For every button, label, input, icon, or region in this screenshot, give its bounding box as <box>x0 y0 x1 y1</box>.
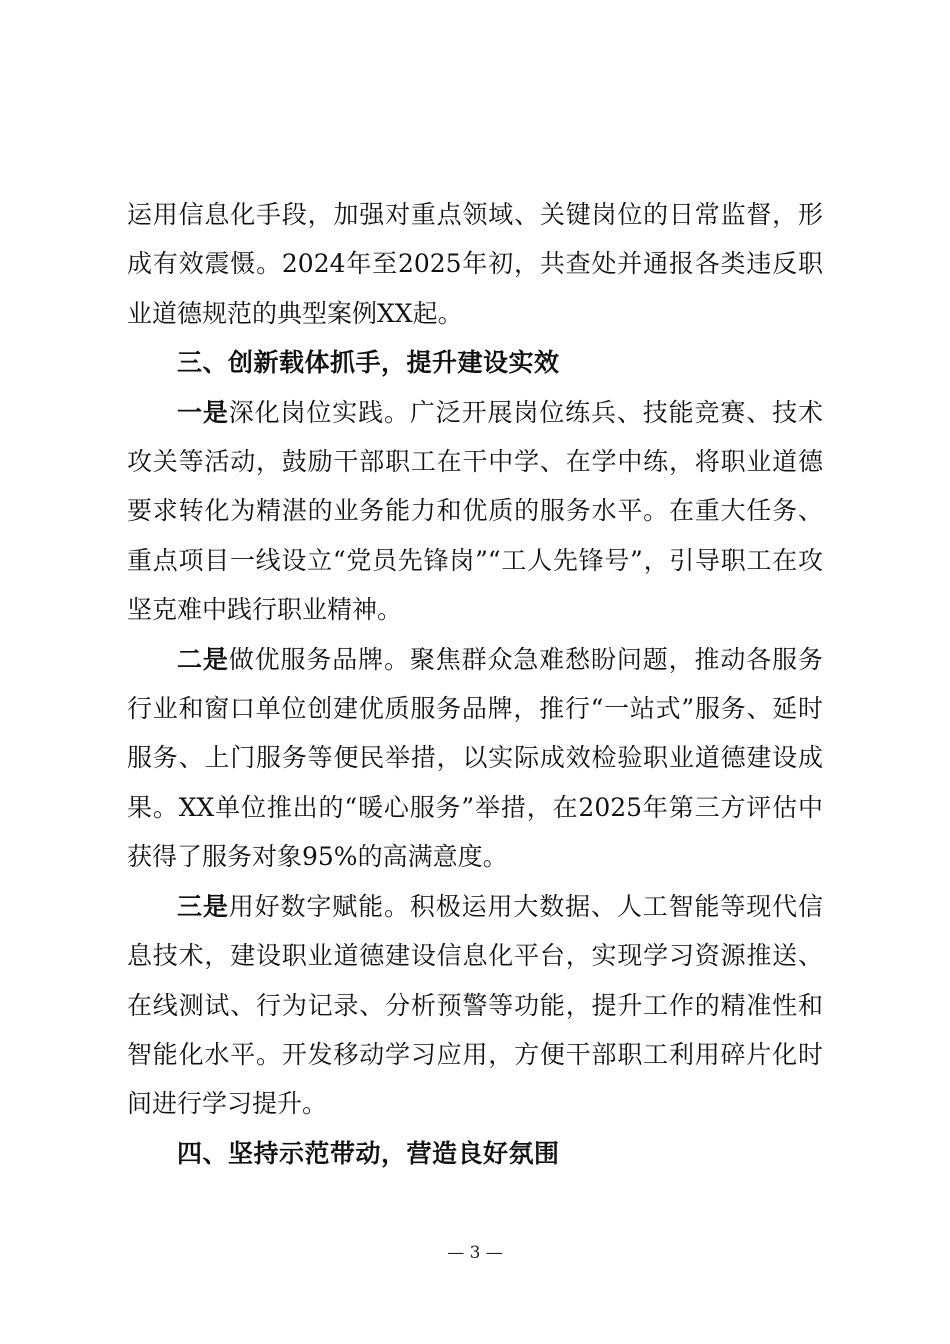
item-lead-1: 一是 <box>177 397 229 427</box>
page-number: — 3 — <box>447 1243 503 1263</box>
section-heading-3: 三、创新载体抓手，提升建设实效 <box>177 348 560 378</box>
document-body <box>127 190 823 1178</box>
item-text-1: 深化岗位实践。广泛开展岗位练兵、技能竞赛、技术攻关等活动，鼓励干部职工在干中学、在学中练，将职业道德要求转化为精湛的业务能力和优质的服务水平。在重大任务、重点项目一线设立“党员先锋岗”“工人先锋号”，引导职工在攻坚克难中践行职业精神。 <box>127 397 823 625</box>
item-lead-2: 二是 <box>177 644 229 674</box>
section-heading-4: 四、坚持示范带动，营造良好氛围 <box>177 1138 560 1168</box>
paragraph-item-1 <box>127 388 823 635</box>
item-text-2: 做优服务品牌。聚焦群众急难愁盼问题，推动各服务行业和窗口单位创建优质服务品牌，推行“一站式”服务、延时服务、上门服务等便民举措，以实际成效检验职业道德建设成果。XX单位推出的“暖心服务”举措，在2025年第三方评估中获得了服务对象95%的高满意度。 <box>127 644 823 872</box>
paragraph-continuation: 运用信息化手段，加强对重点领域、关键岗位的日常监督，形成有效震慑。2024年至2025年初，共查处并通报各类违反职业道德规范的典型案例XX起。 <box>127 200 823 328</box>
paragraph-item-2 <box>127 635 823 882</box>
item-text-3: 用好数字赋能。积极运用大数据、人工智能等现代信息技术，建设职业道德建设信息化平台，实现学习资源推送、在线测试、行为记录、分析预警等功能，提升工作的精准性和智能化水平。开发移动学习应用，方便干部职工利用碎片化时间进行学习提升。 <box>127 891 823 1119</box>
item-lead-3: 三是 <box>177 891 229 921</box>
paragraph-item-3 <box>127 882 823 1129</box>
